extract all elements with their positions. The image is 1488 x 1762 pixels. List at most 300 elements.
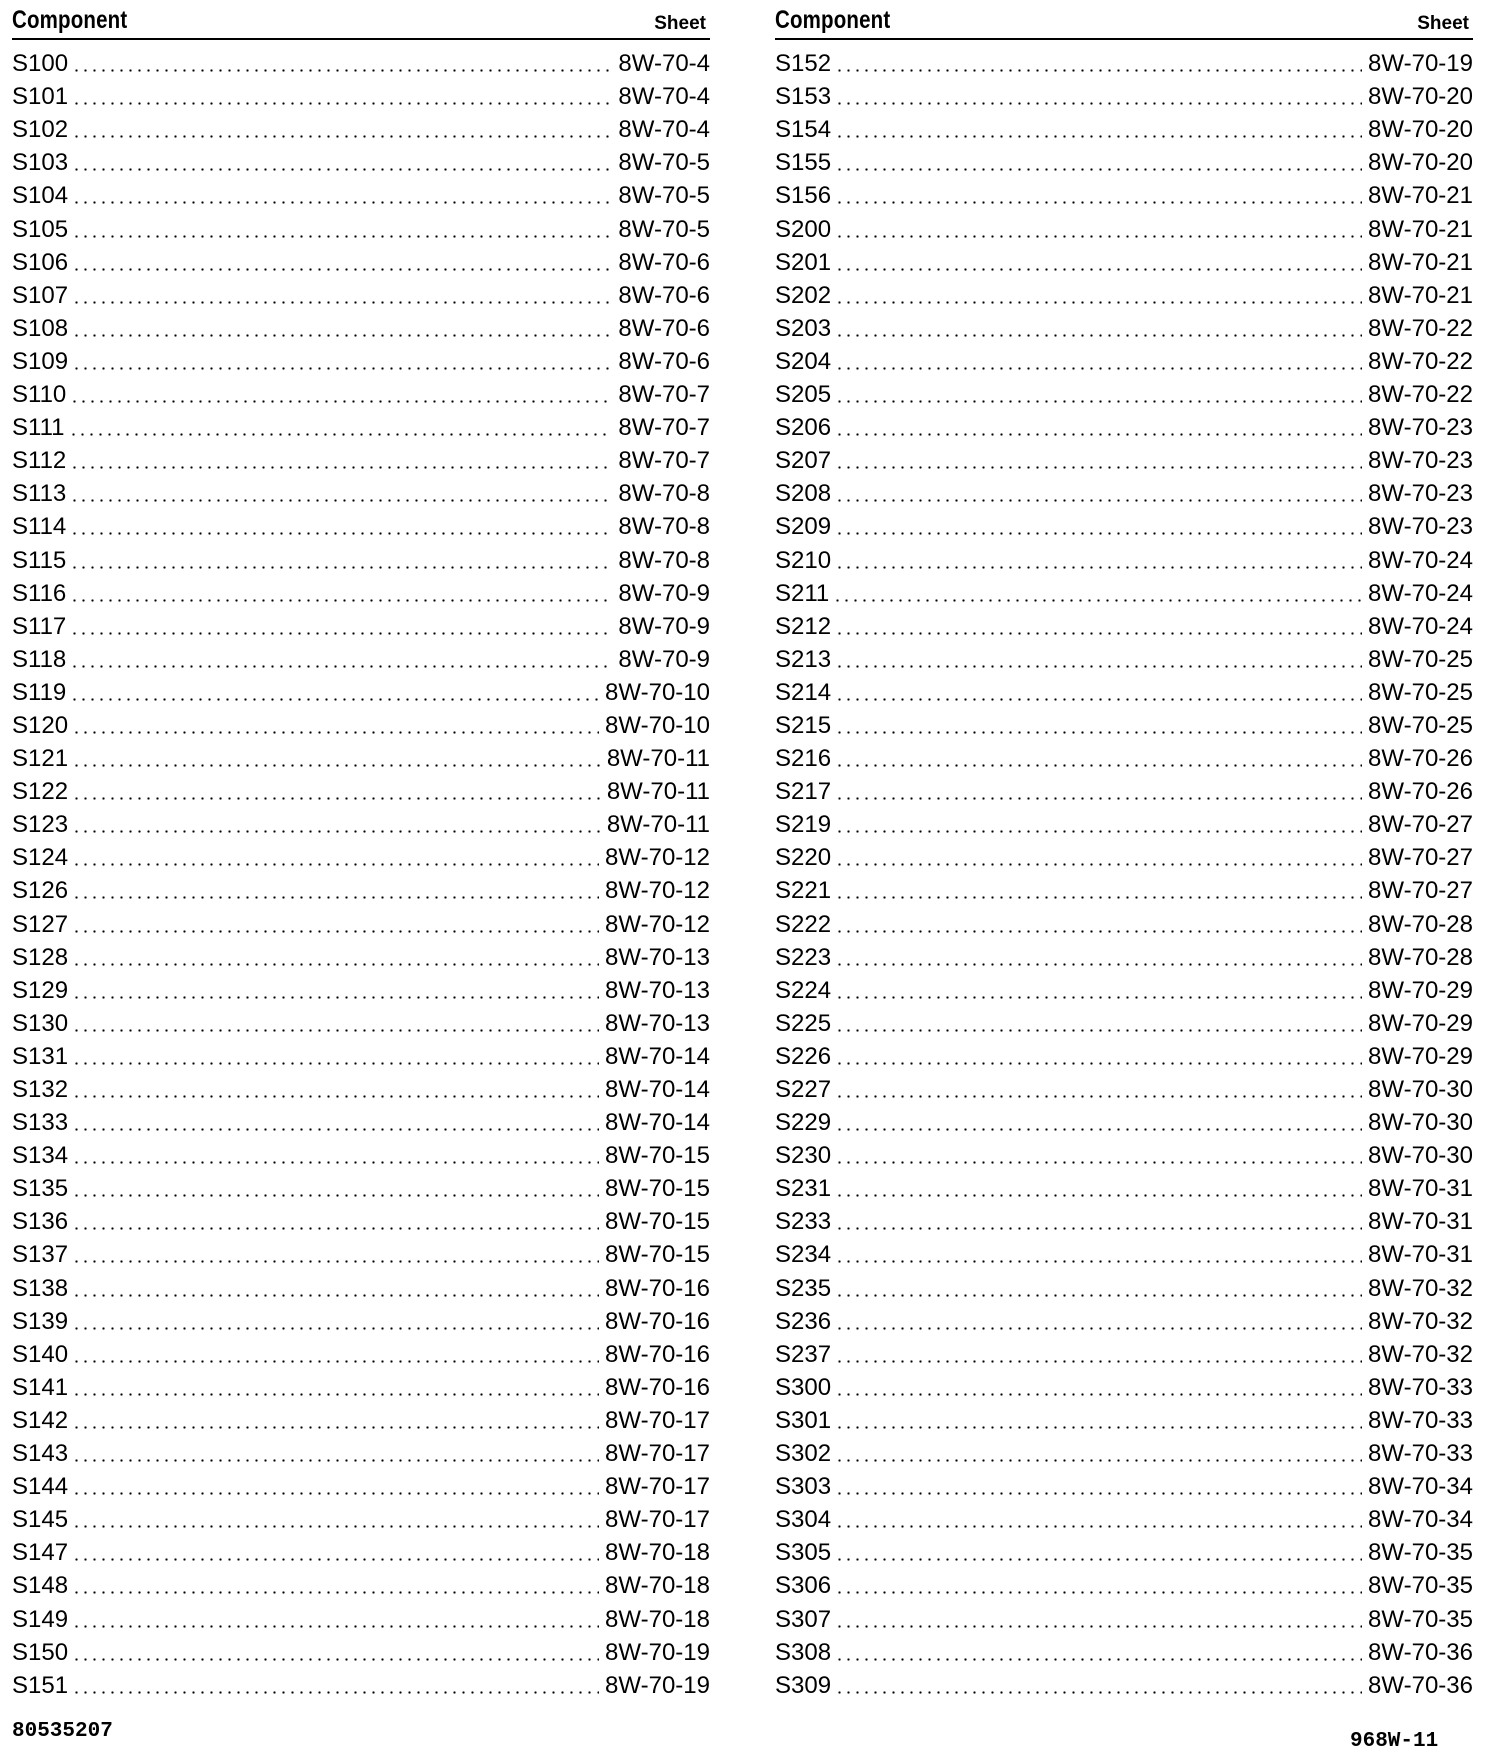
component-id: S303 bbox=[775, 1473, 832, 1501]
sheet-reference: 8W-70-19 bbox=[605, 1671, 710, 1699]
index-row bbox=[775, 1468, 1473, 1501]
index-row bbox=[12, 1104, 710, 1137]
dot-leader bbox=[72, 301, 612, 304]
component-id: S153 bbox=[775, 83, 832, 111]
index-row bbox=[775, 740, 1473, 773]
dot-leader bbox=[835, 566, 1362, 569]
component-id: S132 bbox=[12, 1076, 69, 1103]
component-id: S123 bbox=[12, 811, 69, 839]
index-row bbox=[775, 78, 1473, 111]
index-row bbox=[12, 575, 710, 608]
component-id: S207 bbox=[775, 447, 832, 475]
index-row bbox=[12, 1534, 710, 1567]
index-row bbox=[775, 1336, 1473, 1369]
dot-leader bbox=[835, 268, 1362, 271]
dot-leader bbox=[72, 1227, 599, 1230]
dot-leader bbox=[72, 135, 612, 138]
sheet-reference: 8W-70-21 bbox=[1368, 248, 1473, 276]
dot-leader bbox=[72, 1691, 599, 1694]
index-row bbox=[12, 144, 710, 177]
component-id: S151 bbox=[12, 1671, 69, 1699]
sheet-reference: 8W-70-7 bbox=[618, 447, 710, 475]
sheet-reference: 8W-70-30 bbox=[1368, 1076, 1473, 1103]
sheet-reference: 8W-70-8 bbox=[618, 513, 710, 541]
sheet-reference: 8W-70-7 bbox=[618, 381, 710, 409]
index-row bbox=[775, 1369, 1473, 1402]
index-row bbox=[775, 773, 1473, 806]
sheet-reference: 8W-70-11 bbox=[606, 778, 710, 806]
dot-leader bbox=[69, 433, 613, 436]
index-row bbox=[12, 773, 710, 806]
component-id: S104 bbox=[12, 182, 69, 210]
component-id: S210 bbox=[775, 546, 832, 574]
dot-leader bbox=[835, 1393, 1362, 1396]
sheet-reference: 8W-70-21 bbox=[1368, 281, 1473, 309]
dot-leader bbox=[70, 599, 612, 602]
index-row bbox=[12, 608, 710, 641]
dot-leader bbox=[835, 102, 1362, 105]
dot-leader bbox=[835, 433, 1362, 436]
dot-leader bbox=[70, 566, 612, 569]
component-id: S144 bbox=[12, 1473, 69, 1501]
sheet-reference: 8W-70-5 bbox=[618, 149, 710, 177]
sheet-reference: 8W-70-13 bbox=[605, 1009, 710, 1037]
sheet-reference: 8W-70-16 bbox=[605, 1373, 710, 1401]
dot-leader bbox=[70, 698, 599, 701]
component-id: S230 bbox=[775, 1142, 832, 1170]
dot-leader bbox=[72, 1525, 599, 1528]
sheet-reference: 8W-70-34 bbox=[1368, 1506, 1473, 1534]
dot-leader bbox=[72, 1426, 599, 1429]
sheet-reference: 8W-70-17 bbox=[605, 1473, 710, 1501]
component-id: S120 bbox=[12, 711, 69, 739]
component-id: S150 bbox=[12, 1638, 69, 1666]
index-row bbox=[12, 1634, 710, 1667]
component-id: S127 bbox=[12, 910, 69, 938]
sheet-reference: 8W-70-31 bbox=[1368, 1241, 1473, 1269]
sheet-reference: 8W-70-22 bbox=[1368, 347, 1473, 375]
sheet-reference: 8W-70-29 bbox=[1368, 1042, 1473, 1070]
sheet-reference: 8W-70-22 bbox=[1368, 381, 1473, 409]
index-row bbox=[12, 1038, 710, 1071]
sheet-reference: 8W-70-4 bbox=[618, 50, 710, 78]
sheet-reference: 8W-70-24 bbox=[1368, 579, 1473, 607]
document-code-left: 80535207 bbox=[12, 1720, 113, 1743]
dot-leader bbox=[835, 830, 1362, 833]
component-heading: Component bbox=[12, 6, 128, 34]
dot-leader bbox=[72, 334, 612, 337]
component-id: S107 bbox=[12, 281, 69, 309]
index-row bbox=[12, 872, 710, 905]
index-row bbox=[775, 210, 1473, 243]
component-id: S206 bbox=[775, 414, 832, 442]
dot-leader bbox=[72, 1459, 599, 1462]
component-id: S122 bbox=[12, 778, 69, 806]
sheet-reference: 8W-70-17 bbox=[605, 1406, 710, 1434]
index-row bbox=[12, 111, 710, 144]
sheet-reference: 8W-70-31 bbox=[1368, 1208, 1473, 1236]
index-row bbox=[775, 1534, 1473, 1567]
component-id: S300 bbox=[775, 1373, 832, 1401]
sheet-reference: 8W-70-7 bbox=[618, 414, 710, 442]
index-row bbox=[12, 740, 710, 773]
component-id: S130 bbox=[12, 1009, 69, 1037]
component-id: S148 bbox=[12, 1572, 69, 1600]
sheet-reference: 8W-70-29 bbox=[1368, 1009, 1473, 1037]
sheet-reference: 8W-70-26 bbox=[1368, 778, 1473, 806]
sheet-reference: 8W-70-21 bbox=[1368, 215, 1473, 243]
sheet-reference: 8W-70-27 bbox=[1368, 811, 1473, 839]
component-id: S209 bbox=[775, 513, 832, 541]
component-id: S214 bbox=[775, 678, 832, 706]
component-id: S233 bbox=[775, 1208, 832, 1236]
index-row bbox=[12, 939, 710, 972]
dot-leader bbox=[835, 1658, 1362, 1661]
dot-leader bbox=[835, 665, 1362, 668]
sheet-heading: Sheet bbox=[1417, 13, 1469, 34]
dot-leader bbox=[72, 764, 601, 767]
component-id: S217 bbox=[775, 778, 832, 806]
index-row bbox=[12, 343, 710, 376]
sheet-reference: 8W-70-22 bbox=[1368, 314, 1473, 342]
component-id: S135 bbox=[12, 1175, 69, 1203]
index-row bbox=[12, 1071, 710, 1104]
dot-leader bbox=[72, 201, 612, 204]
dot-leader bbox=[835, 1227, 1362, 1230]
component-id: S138 bbox=[12, 1274, 69, 1302]
left-column-header bbox=[12, 4, 710, 40]
index-row bbox=[775, 1203, 1473, 1236]
index-row bbox=[12, 177, 710, 210]
dot-leader bbox=[835, 1558, 1362, 1561]
component-id: S124 bbox=[12, 844, 69, 872]
dot-leader bbox=[835, 69, 1362, 72]
index-row bbox=[12, 541, 710, 574]
sheet-reference: 8W-70-11 bbox=[606, 811, 710, 839]
component-id: S111 bbox=[12, 414, 65, 442]
index-row bbox=[775, 442, 1473, 475]
right-index-column bbox=[775, 4, 1473, 1700]
sheet-reference: 8W-70-6 bbox=[618, 248, 710, 276]
sheet-reference: 8W-70-33 bbox=[1368, 1373, 1473, 1401]
dot-leader bbox=[72, 1095, 599, 1098]
component-id: S141 bbox=[12, 1373, 69, 1401]
dot-leader bbox=[835, 1525, 1362, 1528]
dot-leader bbox=[72, 1625, 599, 1628]
component-id: S101 bbox=[12, 83, 69, 111]
sheet-reference: 8W-70-34 bbox=[1368, 1473, 1473, 1501]
left-index-rows bbox=[12, 45, 710, 1700]
dot-leader bbox=[72, 1558, 599, 1561]
index-row bbox=[775, 475, 1473, 508]
sheet-reference: 8W-70-9 bbox=[618, 645, 710, 673]
component-id: S213 bbox=[775, 645, 832, 673]
index-row bbox=[775, 277, 1473, 310]
page-number: 968W-11 bbox=[1350, 1730, 1439, 1753]
index-row bbox=[775, 1567, 1473, 1600]
index-row bbox=[12, 972, 710, 1005]
component-id: S147 bbox=[12, 1539, 69, 1567]
component-id: S219 bbox=[775, 811, 832, 839]
dot-leader bbox=[835, 698, 1362, 701]
sheet-reference: 8W-70-25 bbox=[1368, 711, 1473, 739]
dot-leader bbox=[70, 499, 612, 502]
index-row bbox=[775, 1038, 1473, 1071]
index-row bbox=[12, 1468, 710, 1501]
index-row bbox=[775, 310, 1473, 343]
index-row bbox=[775, 1071, 1473, 1104]
component-id: S129 bbox=[12, 976, 69, 1004]
dot-leader bbox=[835, 797, 1362, 800]
component-id: S308 bbox=[775, 1638, 832, 1666]
component-id: S139 bbox=[12, 1307, 69, 1335]
sheet-reference: 8W-70-19 bbox=[605, 1638, 710, 1666]
component-id: S229 bbox=[775, 1109, 832, 1137]
component-heading: Component bbox=[775, 6, 891, 34]
sheet-reference: 8W-70-24 bbox=[1368, 546, 1473, 574]
sheet-reference: 8W-70-36 bbox=[1368, 1671, 1473, 1699]
dot-leader bbox=[72, 1658, 599, 1661]
component-id: S227 bbox=[775, 1076, 832, 1103]
sheet-reference: 8W-70-23 bbox=[1368, 414, 1473, 442]
index-row bbox=[775, 707, 1473, 740]
sheet-reference: 8W-70-10 bbox=[605, 711, 710, 739]
component-id: S128 bbox=[12, 943, 69, 971]
component-id: S116 bbox=[12, 579, 67, 607]
component-id: S154 bbox=[775, 116, 832, 144]
dot-leader bbox=[835, 1029, 1362, 1032]
sheet-reference: 8W-70-6 bbox=[618, 347, 710, 375]
component-id: S102 bbox=[12, 116, 69, 144]
component-id: S119 bbox=[12, 678, 67, 706]
component-id: S309 bbox=[775, 1671, 832, 1699]
dot-leader bbox=[835, 1128, 1362, 1131]
component-id: S237 bbox=[775, 1340, 832, 1368]
component-id: S134 bbox=[12, 1142, 69, 1170]
component-id: S220 bbox=[775, 844, 832, 872]
index-row bbox=[12, 244, 710, 277]
component-id: S108 bbox=[12, 314, 69, 342]
index-row bbox=[12, 1137, 710, 1170]
component-id: S302 bbox=[775, 1440, 832, 1468]
dot-leader bbox=[72, 930, 599, 933]
index-row bbox=[12, 1501, 710, 1534]
dot-leader bbox=[835, 632, 1362, 635]
sheet-reference: 8W-70-11 bbox=[606, 745, 710, 773]
index-row bbox=[775, 144, 1473, 177]
component-id: S112 bbox=[12, 447, 67, 475]
dot-leader bbox=[72, 1294, 599, 1297]
component-id: S223 bbox=[775, 943, 832, 971]
dot-leader bbox=[835, 168, 1362, 171]
sheet-reference: 8W-70-18 bbox=[605, 1572, 710, 1600]
dot-leader bbox=[72, 1062, 599, 1065]
sheet-reference: 8W-70-5 bbox=[618, 182, 710, 210]
index-row bbox=[775, 1104, 1473, 1137]
dot-leader bbox=[835, 1591, 1362, 1594]
dot-leader bbox=[70, 632, 612, 635]
dot-leader bbox=[835, 930, 1362, 933]
sheet-reference: 8W-70-35 bbox=[1368, 1605, 1473, 1633]
sheet-reference: 8W-70-17 bbox=[605, 1506, 710, 1534]
component-id: S231 bbox=[775, 1175, 832, 1203]
dot-leader bbox=[70, 665, 612, 668]
dot-leader bbox=[72, 1327, 599, 1330]
index-row bbox=[775, 177, 1473, 210]
sheet-reference: 8W-70-25 bbox=[1368, 645, 1473, 673]
component-id: S304 bbox=[775, 1506, 832, 1534]
sheet-reference: 8W-70-33 bbox=[1368, 1406, 1473, 1434]
sheet-heading: Sheet bbox=[654, 13, 706, 34]
component-id: S145 bbox=[12, 1506, 69, 1534]
sheet-reference: 8W-70-29 bbox=[1368, 976, 1473, 1004]
dot-leader bbox=[835, 235, 1362, 238]
sheet-reference: 8W-70-32 bbox=[1368, 1340, 1473, 1368]
sheet-reference: 8W-70-17 bbox=[605, 1440, 710, 1468]
index-row bbox=[12, 1005, 710, 1038]
index-row bbox=[775, 575, 1473, 608]
right-column-header bbox=[775, 4, 1473, 40]
sheet-reference: 8W-70-20 bbox=[1368, 116, 1473, 144]
sheet-reference: 8W-70-25 bbox=[1368, 678, 1473, 706]
index-row bbox=[775, 508, 1473, 541]
dot-leader bbox=[70, 532, 612, 535]
sheet-reference: 8W-70-6 bbox=[618, 314, 710, 342]
index-row bbox=[12, 1402, 710, 1435]
index-row bbox=[12, 1203, 710, 1236]
dot-leader bbox=[72, 235, 612, 238]
sheet-reference: 8W-70-15 bbox=[605, 1241, 710, 1269]
sheet-reference: 8W-70-4 bbox=[618, 83, 710, 111]
index-row bbox=[775, 1634, 1473, 1667]
sheet-reference: 8W-70-33 bbox=[1368, 1440, 1473, 1468]
index-row bbox=[775, 1005, 1473, 1038]
index-row bbox=[775, 905, 1473, 938]
sheet-reference: 8W-70-24 bbox=[1368, 612, 1473, 640]
dot-leader bbox=[835, 1360, 1362, 1363]
component-id: S131 bbox=[12, 1042, 69, 1070]
index-row bbox=[12, 210, 710, 243]
index-row bbox=[775, 343, 1473, 376]
sheet-reference: 8W-70-20 bbox=[1368, 83, 1473, 111]
dot-leader bbox=[72, 863, 599, 866]
index-row bbox=[12, 1303, 710, 1336]
dot-leader bbox=[835, 1327, 1362, 1330]
sheet-reference: 8W-70-16 bbox=[605, 1274, 710, 1302]
dot-leader bbox=[835, 201, 1362, 204]
component-id: S114 bbox=[12, 513, 67, 541]
sheet-reference: 8W-70-14 bbox=[605, 1076, 710, 1103]
dot-leader bbox=[835, 896, 1362, 899]
index-row bbox=[775, 674, 1473, 707]
dot-leader bbox=[72, 1128, 599, 1131]
index-row bbox=[775, 1600, 1473, 1633]
component-id: S136 bbox=[12, 1208, 69, 1236]
component-id: S117 bbox=[12, 612, 67, 640]
dot-leader bbox=[72, 731, 599, 734]
dot-leader bbox=[835, 135, 1362, 138]
sheet-reference: 8W-70-12 bbox=[605, 844, 710, 872]
index-row bbox=[775, 839, 1473, 872]
component-id: S133 bbox=[12, 1109, 69, 1137]
dot-leader bbox=[833, 599, 1362, 602]
dot-leader bbox=[72, 830, 601, 833]
component-id: S140 bbox=[12, 1340, 69, 1368]
index-row bbox=[12, 641, 710, 674]
index-row bbox=[12, 1170, 710, 1203]
index-row bbox=[12, 45, 710, 78]
dot-leader bbox=[835, 400, 1362, 403]
component-id: S113 bbox=[12, 480, 67, 508]
index-row bbox=[12, 905, 710, 938]
dot-leader bbox=[835, 764, 1362, 767]
sheet-reference: 8W-70-14 bbox=[605, 1109, 710, 1137]
component-id: S118 bbox=[12, 645, 67, 673]
dot-leader bbox=[72, 996, 599, 999]
index-row bbox=[775, 608, 1473, 641]
index-row bbox=[12, 1600, 710, 1633]
sheet-reference: 8W-70-9 bbox=[618, 579, 710, 607]
index-row bbox=[12, 1336, 710, 1369]
sheet-reference: 8W-70-23 bbox=[1368, 480, 1473, 508]
sheet-reference: 8W-70-30 bbox=[1368, 1109, 1473, 1137]
component-id: S126 bbox=[12, 877, 69, 905]
component-id: S224 bbox=[775, 976, 832, 1004]
index-row bbox=[12, 78, 710, 111]
sheet-reference: 8W-70-20 bbox=[1368, 149, 1473, 177]
component-id: S110 bbox=[12, 381, 67, 409]
index-row bbox=[775, 111, 1473, 144]
dot-leader bbox=[72, 102, 612, 105]
component-id: S201 bbox=[775, 248, 832, 276]
sheet-reference: 8W-70-15 bbox=[605, 1175, 710, 1203]
index-row bbox=[12, 1567, 710, 1600]
component-id: S121 bbox=[12, 745, 69, 773]
index-row bbox=[12, 475, 710, 508]
index-row bbox=[775, 1667, 1473, 1700]
index-row bbox=[12, 839, 710, 872]
dot-leader bbox=[835, 1492, 1362, 1495]
index-row bbox=[775, 376, 1473, 409]
component-id: S221 bbox=[775, 877, 832, 905]
index-row bbox=[775, 1303, 1473, 1336]
index-row bbox=[12, 674, 710, 707]
dot-leader bbox=[835, 367, 1362, 370]
index-row bbox=[12, 508, 710, 541]
dot-leader bbox=[835, 1426, 1362, 1429]
component-id: S234 bbox=[775, 1241, 832, 1269]
component-id: S152 bbox=[775, 50, 832, 78]
dot-leader bbox=[835, 1625, 1362, 1628]
index-row bbox=[12, 707, 710, 740]
index-row bbox=[775, 1236, 1473, 1269]
dot-leader bbox=[72, 1360, 599, 1363]
sheet-reference: 8W-70-28 bbox=[1368, 910, 1473, 938]
sheet-reference: 8W-70-15 bbox=[605, 1142, 710, 1170]
sheet-reference: 8W-70-32 bbox=[1368, 1274, 1473, 1302]
index-row bbox=[775, 1501, 1473, 1534]
dot-leader bbox=[72, 963, 599, 966]
sheet-reference: 8W-70-9 bbox=[618, 612, 710, 640]
sheet-reference: 8W-70-16 bbox=[605, 1307, 710, 1335]
dot-leader bbox=[70, 466, 612, 469]
sheet-reference: 8W-70-30 bbox=[1368, 1142, 1473, 1170]
component-id: S156 bbox=[775, 182, 832, 210]
sheet-reference: 8W-70-12 bbox=[605, 910, 710, 938]
component-id: S226 bbox=[775, 1042, 832, 1070]
dot-leader bbox=[72, 1393, 599, 1396]
dot-leader bbox=[835, 996, 1362, 999]
